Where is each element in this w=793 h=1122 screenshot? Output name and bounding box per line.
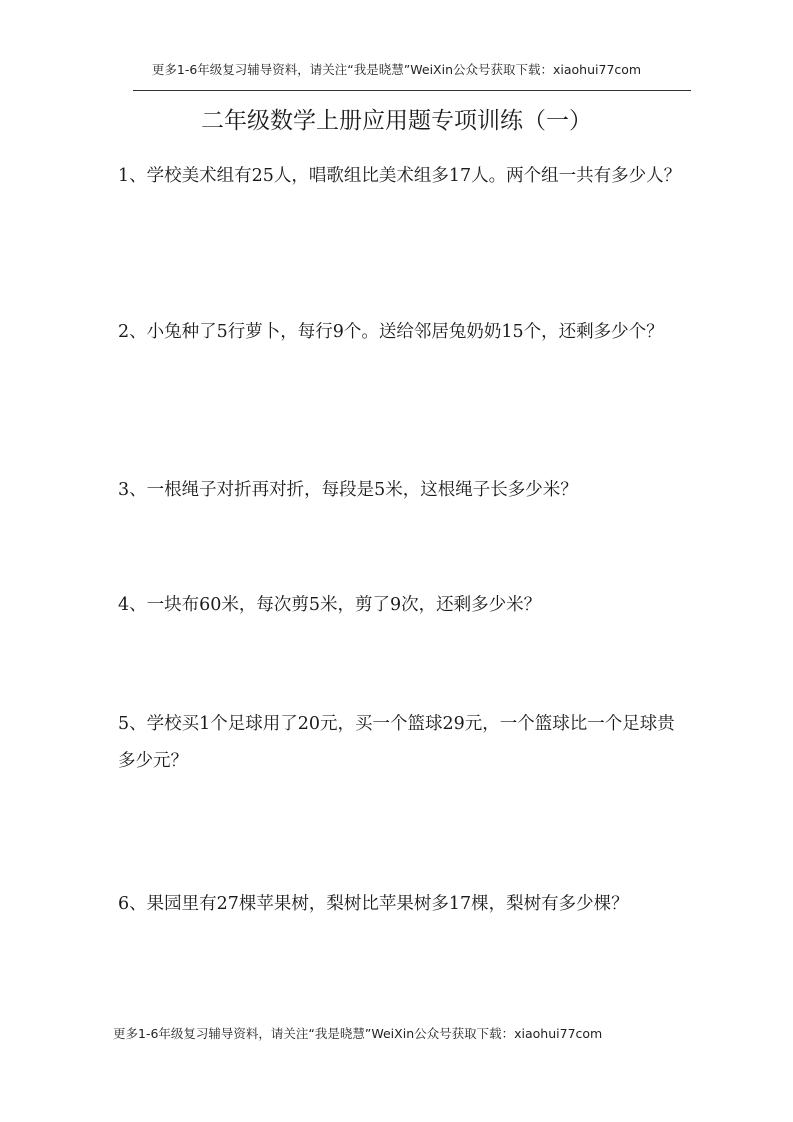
question-5: 5、学校买1个足球用了20元，买一个篮球29元，一个篮球比一个足球贵多少元？ [118, 714, 675, 771]
question-6: 6、果园里有27棵苹果树，梨树比苹果树多17棵，梨树有多少棵？ [118, 894, 629, 914]
page-footer-promo-text: 更多1-6年级复习辅导资料，请关注“我是晓慧”WeiXin公众号获取下载：xiaohui77com [113, 1026, 603, 1041]
question-3: 3、一根绳子对折再对折，每段是5米，这根绳子长多少米？ [118, 480, 578, 500]
page-header-promo-text: 更多1-6年级复习辅导资料，请关注“我是晓慧”WeiXin公众号获取下载：xiaohui77com [151, 62, 642, 77]
header-divider [133, 90, 691, 91]
question-4: 4、一块布60米，每次剪5米，剪了9次，还剩多少米？ [118, 595, 542, 615]
question-1: 1、学校美术组有25人，唱歌组比美术组多17人。两个组一共有多少人？ [118, 166, 682, 186]
question-2: 2、小兔种了5行萝卜，每行9个。送给邻居兔奶奶15个，还剩多少个？ [118, 322, 664, 342]
worksheet-title: 二年级数学上册应用题专项训练（一） [201, 108, 592, 134]
